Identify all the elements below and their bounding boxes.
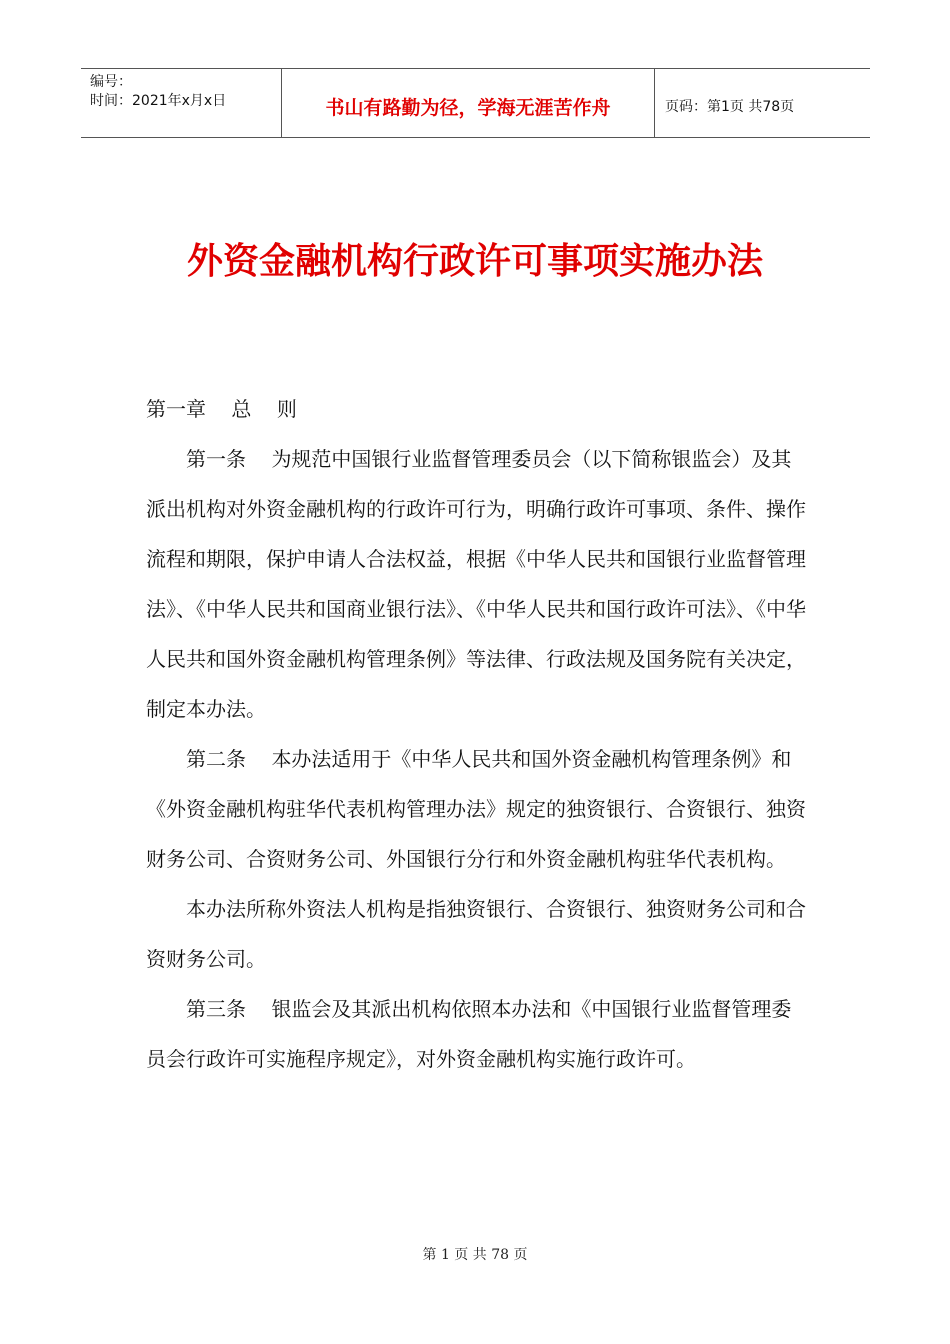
header-table: [81, 68, 870, 138]
document-body: [146, 384, 806, 1084]
article-text: 本办法所称外资法人机构是指独资银行、合资银行、独资财务公司和合资财务公司。: [146, 897, 806, 971]
header-page-info: 页码：第1页 共78页: [665, 99, 795, 115]
article-text: 银监会及其派出机构依照本办法和《中国银行业监督管理委员会行政许可实施程序规定》，对外资金融机构实施行政许可。: [146, 997, 792, 1071]
time-label: 时间：2021年x月x日: [90, 93, 227, 109]
header-motto: 书山有路勤为径，学海无涯苦作舟: [282, 69, 655, 137]
page-footer: 第 1 页 共 78 页: [422, 1247, 528, 1263]
article-text: 为规范中国银行业监督管理委员会（以下简称银监会）及其派出机构对外资金融机构的行政许可行为，明确行政许可事项、条件、操作流程和期限，保护申请人合法权益，根据《中华人民共和国银行业监督管理法》、《中华人民共和国商业银行法》、《中华人民共和国行政许可法》、《中华人民共和国外资金融机构管理条例》等法律、行政法规及国务院有关决定，制定本办法。: [146, 447, 806, 721]
article-paragraph-4: [146, 984, 806, 1084]
article-heading: 第二条: [186, 747, 272, 771]
chapter-heading: 第一章 总 则: [146, 397, 297, 421]
serial-number-label: 编号：: [90, 74, 132, 90]
article-text: 本办法适用于《中华人民共和国外资金融机构管理条例》和《外资金融机构驻华代表机构管理办法》规定的独资银行、合资银行、独资财务公司、合资财务公司、外国银行分行和外资金融机构驻华代表机构。: [146, 747, 806, 871]
document-title: 外资金融机构行政许可事项实施办法: [186, 241, 763, 282]
article-heading: 第一条: [186, 447, 272, 471]
article-heading: 第三条: [186, 997, 272, 1021]
article-paragraph-2: [146, 734, 806, 884]
article-paragraph-1: [146, 434, 806, 734]
article-paragraph-3: [146, 884, 806, 984]
header-meta-cell: [81, 69, 282, 137]
